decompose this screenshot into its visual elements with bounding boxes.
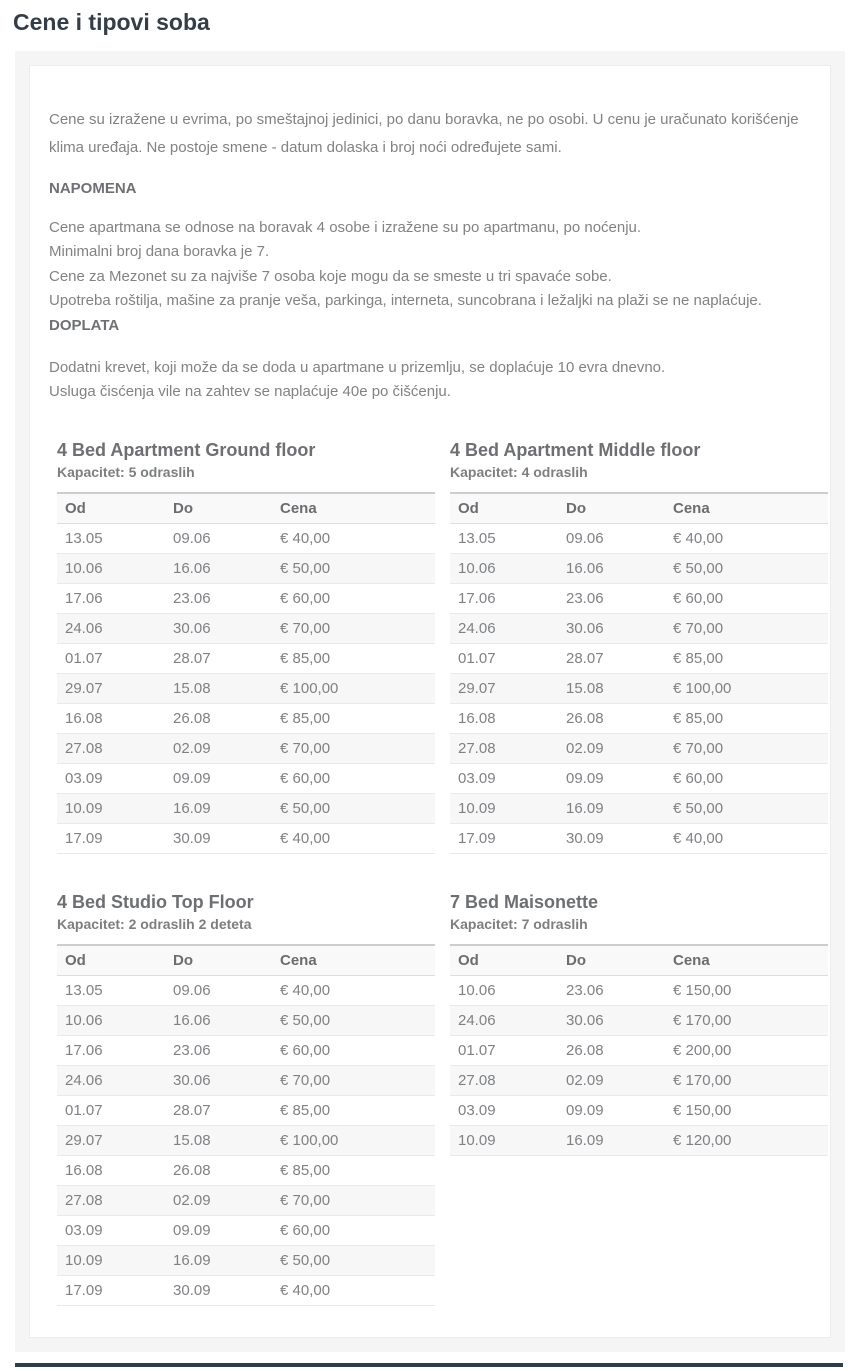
- table-cell: 23.06: [165, 1036, 272, 1066]
- doplata-lines: [49, 356, 818, 405]
- table-cell: 27.08: [57, 1186, 165, 1216]
- table-cell: 30.06: [558, 614, 665, 644]
- table-cell: € 60,00: [272, 584, 435, 614]
- table-cell: 09.06: [165, 524, 272, 554]
- doplata-line: Usluga čisćenja vile na zahtev se naplaćuje 40e po čišćenju.: [49, 383, 451, 401]
- table-cell: 24.06: [57, 1066, 165, 1096]
- table-row: [450, 554, 828, 584]
- table-cell: € 50,00: [272, 1006, 435, 1036]
- table-cell: 01.07: [57, 1096, 165, 1126]
- table-cell: 10.06: [57, 554, 165, 584]
- table-row: [450, 1036, 828, 1066]
- table-cell: 30.09: [165, 1276, 272, 1306]
- table-cell: 16.06: [558, 554, 665, 584]
- intro-paragraph: Cene su izražene u evrima, po smeštajnoj jedinici, po danu boravka, ne po osobi. U cenu je uračunato korišćenje klima uređaja. Ne postoje smene - datum dolaska i broj noći određujete sami.: [49, 111, 799, 156]
- table-cell: 03.09: [57, 1216, 165, 1246]
- table-cell: 16.06: [165, 554, 272, 584]
- table-cell: 10.06: [450, 976, 558, 1006]
- doplata-heading: DOPLATA: [49, 316, 120, 334]
- table-cell: 23.06: [558, 584, 665, 614]
- table-cell: 28.07: [558, 644, 665, 674]
- table-cell: 29.07: [57, 1126, 165, 1156]
- table-row: [57, 584, 435, 614]
- price-table-studio-top-floor: [57, 944, 435, 1306]
- table-cell: 24.06: [450, 614, 558, 644]
- table-cell: 15.08: [558, 674, 665, 704]
- table-cell: € 40,00: [272, 976, 435, 1006]
- table-cell: 26.08: [165, 1156, 272, 1186]
- table-cell: € 70,00: [665, 734, 828, 764]
- table-header-row: [57, 945, 435, 976]
- col-header-od: Od: [450, 493, 558, 524]
- table-cell: 02.09: [165, 734, 272, 764]
- footer-bar: [15, 1363, 843, 1367]
- table-cell: 16.09: [558, 794, 665, 824]
- table-cell: 30.09: [165, 824, 272, 854]
- table-cell: 09.09: [165, 764, 272, 794]
- table-cell: € 170,00: [665, 1006, 828, 1036]
- table-cell: 09.09: [165, 1216, 272, 1246]
- price-table-ground-floor: [57, 492, 435, 854]
- table-row: [57, 704, 435, 734]
- table-cell: € 100,00: [665, 674, 828, 704]
- table-row: [450, 734, 828, 764]
- table-row: [57, 554, 435, 584]
- table-cell: 28.07: [165, 644, 272, 674]
- table-cell: 01.07: [450, 644, 558, 674]
- room-capacity: Kapacitet: 7 odraslih: [450, 916, 588, 933]
- table-row: [57, 824, 435, 854]
- table-cell: 17.06: [57, 1036, 165, 1066]
- table-cell: 02.09: [558, 734, 665, 764]
- table-row: [57, 1036, 435, 1066]
- table-row: [450, 1066, 828, 1096]
- table-row: [57, 734, 435, 764]
- table-cell: 10.09: [57, 1246, 165, 1276]
- table-row: [57, 1246, 435, 1276]
- table-cell: 17.09: [450, 824, 558, 854]
- table-cell: € 50,00: [665, 554, 828, 584]
- table-cell: € 85,00: [272, 1156, 435, 1186]
- content-panel: [15, 51, 845, 1352]
- table-cell: 23.06: [165, 584, 272, 614]
- table-cell: 16.08: [450, 704, 558, 734]
- page-title: Cene i tipovi soba: [13, 9, 210, 35]
- table-cell: € 60,00: [272, 1216, 435, 1246]
- table-row: [57, 1126, 435, 1156]
- table-cell: 16.09: [558, 1126, 665, 1156]
- table-cell: 16.09: [165, 794, 272, 824]
- table-row: [450, 674, 828, 704]
- table-cell: 15.08: [165, 674, 272, 704]
- room-section-maisonette: [450, 891, 828, 1306]
- table-cell: 16.08: [57, 1156, 165, 1186]
- table-row: [57, 1006, 435, 1036]
- table-cell: € 50,00: [272, 794, 435, 824]
- col-header-cena: Cena: [665, 945, 828, 976]
- table-cell: 10.09: [450, 1126, 558, 1156]
- table-cell: € 60,00: [665, 764, 828, 794]
- doplata-line: Dodatni krevet, koji može da se doda u apartmane u prizemlju, se doplaćuje 10 evra dnevno.: [49, 358, 666, 376]
- table-cell: € 120,00: [665, 1126, 828, 1156]
- napomena-line: Upotreba roštilja, mašine za pranje veša, parkinga, interneta, suncobrana i ležaljki na plaži se ne naplaćuje.: [49, 292, 762, 310]
- table-cell: 13.05: [57, 976, 165, 1006]
- room-section-middle-floor: [450, 439, 828, 854]
- table-row: [57, 1186, 435, 1216]
- table-row: [57, 1216, 435, 1246]
- table-header-row: [450, 945, 828, 976]
- table-cell: € 150,00: [665, 1096, 828, 1126]
- table-row: [57, 644, 435, 674]
- table-row: [450, 824, 828, 854]
- col-header-cena: Cena: [272, 493, 435, 524]
- table-row: [57, 1066, 435, 1096]
- table-cell: 17.06: [450, 584, 558, 614]
- table-row: [57, 1156, 435, 1186]
- table-row: [450, 1096, 828, 1126]
- table-cell: € 50,00: [272, 1246, 435, 1276]
- table-row: [450, 644, 828, 674]
- col-header-cena: Cena: [272, 945, 435, 976]
- table-header-row: [57, 493, 435, 524]
- table-row: [450, 704, 828, 734]
- table-cell: 10.09: [57, 794, 165, 824]
- col-header-do: Do: [165, 493, 272, 524]
- table-cell: 26.08: [165, 704, 272, 734]
- room-capacity: Kapacitet: 4 odraslih: [450, 464, 588, 481]
- table-cell: 23.06: [558, 976, 665, 1006]
- table-cell: 09.06: [165, 976, 272, 1006]
- table-cell: 17.09: [57, 824, 165, 854]
- table-cell: € 40,00: [665, 824, 828, 854]
- napomena-line: Cene apartmana se odnose na boravak 4 osobe i izražene su po apartmanu, po noćenju.: [49, 219, 642, 236]
- table-cell: € 200,00: [665, 1036, 828, 1066]
- room-title: 4 Bed Apartment Middle floor: [450, 440, 701, 461]
- table-row: [57, 976, 435, 1006]
- table-row: [57, 614, 435, 644]
- room-capacity: Kapacitet: 2 odraslih 2 deteta: [57, 916, 252, 933]
- table-cell: 27.08: [450, 734, 558, 764]
- table-cell: 17.09: [57, 1276, 165, 1306]
- table-cell: € 85,00: [272, 644, 435, 674]
- table-cell: 29.07: [57, 674, 165, 704]
- table-cell: 26.08: [558, 704, 665, 734]
- table-cell: 27.08: [450, 1066, 558, 1096]
- room-section-studio-top-floor: [57, 891, 435, 1306]
- table-cell: 28.07: [165, 1096, 272, 1126]
- table-cell: 16.06: [165, 1006, 272, 1036]
- table-cell: € 150,00: [665, 976, 828, 1006]
- table-cell: 01.07: [57, 644, 165, 674]
- table-cell: € 85,00: [665, 704, 828, 734]
- table-cell: € 85,00: [272, 704, 435, 734]
- table-cell: € 60,00: [665, 584, 828, 614]
- table-cell: € 40,00: [272, 1276, 435, 1306]
- room-title: 4 Bed Studio Top Floor: [57, 892, 254, 913]
- table-cell: € 50,00: [272, 554, 435, 584]
- table-cell: € 70,00: [272, 1186, 435, 1216]
- table-cell: 16.08: [57, 704, 165, 734]
- table-cell: € 85,00: [272, 1096, 435, 1126]
- table-header-row: [450, 493, 828, 524]
- col-header-cena: Cena: [665, 493, 828, 524]
- table-cell: € 170,00: [665, 1066, 828, 1096]
- table-row: [450, 794, 828, 824]
- content-card: [29, 65, 831, 1338]
- table-cell: € 40,00: [665, 524, 828, 554]
- table-row: [57, 764, 435, 794]
- table-cell: € 40,00: [272, 824, 435, 854]
- table-row: [57, 1096, 435, 1126]
- price-table-maisonette: [450, 944, 828, 1156]
- table-row: [450, 524, 828, 554]
- table-cell: 01.07: [450, 1036, 558, 1066]
- table-cell: € 40,00: [272, 524, 435, 554]
- table-cell: 13.05: [57, 524, 165, 554]
- napomena-line: Minimalni broj dana boravka je 7.: [49, 243, 270, 261]
- table-cell: 09.09: [558, 1096, 665, 1126]
- table-cell: 09.09: [558, 764, 665, 794]
- col-header-od: Od: [450, 945, 558, 976]
- table-cell: 10.06: [57, 1006, 165, 1036]
- room-title: 7 Bed Maisonette: [450, 892, 599, 913]
- table-cell: 03.09: [450, 764, 558, 794]
- table-row: [450, 584, 828, 614]
- table-cell: € 85,00: [665, 644, 828, 674]
- table-row: [57, 674, 435, 704]
- price-table-middle-floor: [450, 492, 828, 854]
- rooms-grid: [57, 439, 818, 1306]
- table-cell: 30.06: [165, 1066, 272, 1096]
- table-cell: 15.08: [165, 1126, 272, 1156]
- napomena-lines: [49, 216, 818, 314]
- table-cell: 02.09: [165, 1186, 272, 1216]
- table-row: [450, 1126, 828, 1156]
- table-cell: 17.06: [57, 584, 165, 614]
- table-cell: € 50,00: [665, 794, 828, 824]
- col-header-od: Od: [57, 945, 165, 976]
- table-row: [450, 614, 828, 644]
- table-cell: 09.06: [558, 524, 665, 554]
- table-cell: € 70,00: [272, 1066, 435, 1096]
- table-cell: 03.09: [57, 764, 165, 794]
- table-cell: 02.09: [558, 1066, 665, 1096]
- table-row: [450, 1006, 828, 1036]
- table-cell: 26.08: [558, 1036, 665, 1066]
- table-cell: € 100,00: [272, 674, 435, 704]
- table-cell: 30.06: [165, 614, 272, 644]
- table-row: [450, 764, 828, 794]
- napomena-heading: NAPOMENA: [49, 180, 137, 197]
- table-cell: 24.06: [57, 614, 165, 644]
- room-title: 4 Bed Apartment Ground floor: [57, 440, 316, 461]
- table-cell: 29.07: [450, 674, 558, 704]
- table-row: [450, 976, 828, 1006]
- table-cell: 03.09: [450, 1096, 558, 1126]
- table-cell: € 100,00: [272, 1126, 435, 1156]
- napomena-line: Cene za Mezonet su za najviše 7 osoba koje mogu da se smeste u tri spavaće sobe.: [49, 267, 612, 285]
- table-row: [57, 524, 435, 554]
- table-cell: € 60,00: [272, 764, 435, 794]
- table-cell: € 70,00: [665, 614, 828, 644]
- table-row: [57, 794, 435, 824]
- table-row: [57, 1276, 435, 1306]
- col-header-do: Do: [165, 945, 272, 976]
- table-cell: € 70,00: [272, 734, 435, 764]
- table-cell: 30.06: [558, 1006, 665, 1036]
- table-cell: € 70,00: [272, 614, 435, 644]
- room-capacity: Kapacitet: 5 odraslih: [57, 464, 195, 481]
- room-section-ground-floor: [57, 439, 435, 854]
- col-header-od: Od: [57, 493, 165, 524]
- table-cell: 10.09: [450, 794, 558, 824]
- table-cell: € 60,00: [272, 1036, 435, 1066]
- table-cell: 13.05: [450, 524, 558, 554]
- table-cell: 10.06: [450, 554, 558, 584]
- table-cell: 16.09: [165, 1246, 272, 1276]
- col-header-do: Do: [558, 493, 665, 524]
- table-cell: 24.06: [450, 1006, 558, 1036]
- table-cell: 27.08: [57, 734, 165, 764]
- table-cell: 30.09: [558, 824, 665, 854]
- col-header-do: Do: [558, 945, 665, 976]
